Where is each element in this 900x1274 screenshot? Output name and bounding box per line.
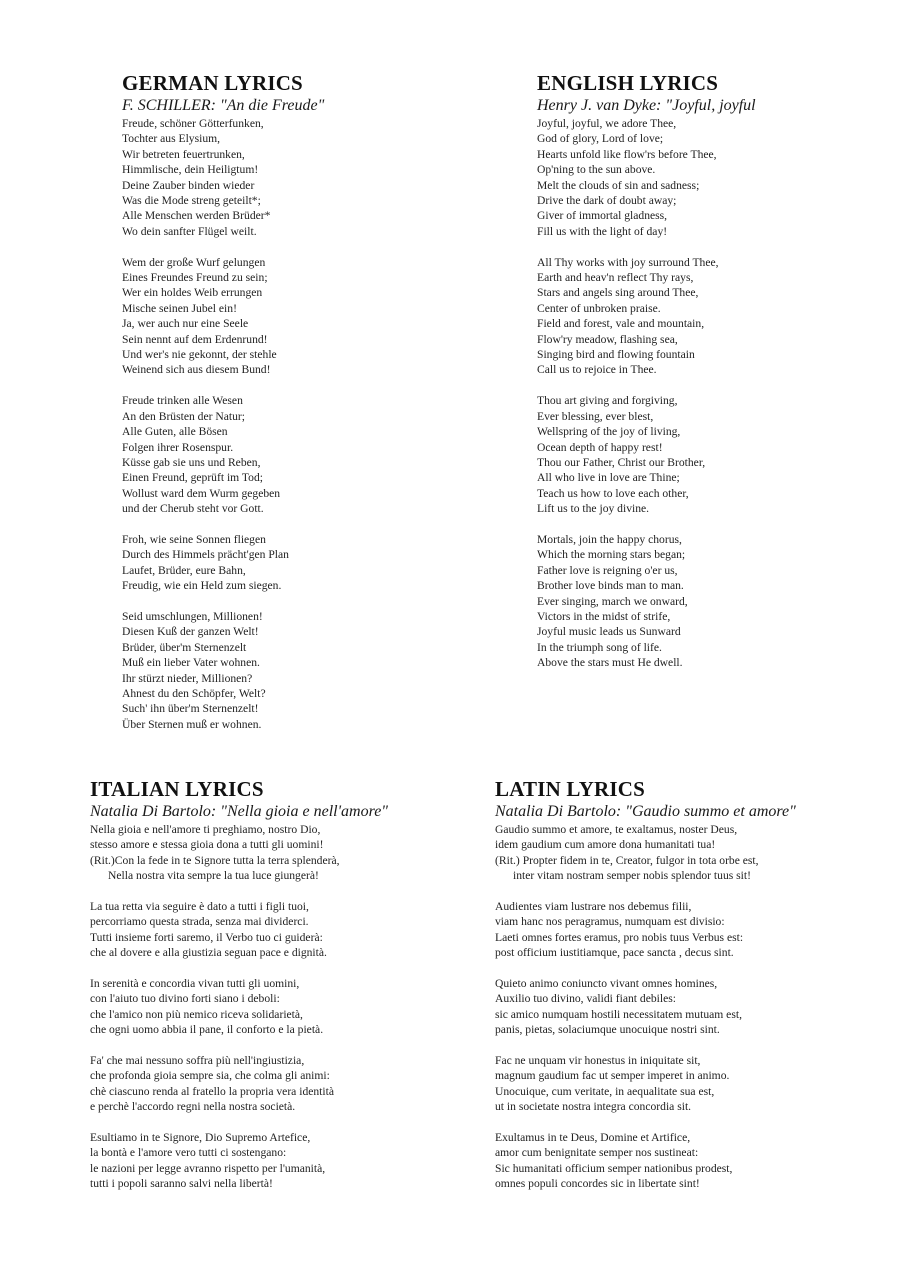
lyric-line: Fill us with the light of day!: [537, 224, 668, 238]
lyric-line: Op'ning to the sun above.: [537, 163, 656, 177]
lyric-line: Lift us to the joy divine.: [537, 502, 650, 516]
section-title: ITALIAN LYRICS: [90, 777, 264, 801]
lyric-line: Weinend sich aus diesem Bund!: [122, 363, 271, 377]
lyric-line: Joyful music leads us Sunward: [537, 625, 681, 639]
lyric-line: Mortals, join the happy chorus,: [537, 532, 682, 546]
lyric-line: Muß ein lieber Vater wohnen.: [122, 656, 260, 670]
lyric-line: Thou our Father, Christ our Brother,: [537, 455, 706, 469]
lyric-line: Wer ein holdes Weib errungen: [122, 286, 263, 300]
lyric-line: con l'aiuto tuo divino forti siano i deboli:: [90, 992, 280, 1006]
lyric-line: Hearts unfold like flow'rs before Thee,: [537, 147, 717, 161]
lyric-line: Auxilio tuo divino, validi fiant debiles:: [495, 992, 676, 1006]
lyric-line: In serenità e concordia vivan tutti gli uomini,: [90, 977, 300, 991]
lyric-line: Wir betreten feuertrunken,: [122, 147, 245, 161]
lyric-line: le nazioni per legge avranno rispetto per l'umanità,: [90, 1161, 326, 1175]
lyric-line: Freude trinken alle Wesen: [122, 394, 243, 408]
lyric-line: Gaudio summo et amore, te exaltamus, noster Deus,: [495, 823, 738, 836]
lyric-line: che l'amico non più nemico riceva solidarietà,: [90, 1007, 303, 1021]
lyric-line: Brother love binds man to man.: [537, 579, 684, 593]
verse: [495, 976, 890, 1038]
lyric-line: (Rit.)Con la fede in te Signore tutta la terra splenderà,: [90, 853, 340, 867]
verse: [122, 255, 462, 378]
lyric-line: Über Sternen muß er wohnen.: [122, 717, 262, 731]
lyric-line: Melt the clouds of sin and sadness;: [537, 178, 700, 192]
lyric-line: Victors in the midst of strife,: [537, 609, 671, 623]
verse: [537, 393, 867, 516]
lyric-line: Ja, wer auch nur eine Seele: [122, 317, 249, 331]
lyric-line: Earth and heav'n reflect Thy rays,: [537, 271, 694, 285]
lyric-line: La tua retta via seguire è dato a tutti i figli tuoi,: [90, 900, 309, 914]
lyric-line: stesso amore e stessa gioia dona a tutti gli uomini!: [90, 838, 324, 852]
lyric-line: che ogni uomo abbia il pane, il conforto e la pietà.: [90, 1023, 324, 1037]
lyric-line: Exultamus in te Deus, Domine et Artifice,: [495, 1131, 691, 1145]
lyric-line: Nella gioia e nell'amore ti preghiamo, nostro Dio,: [90, 823, 321, 836]
lyric-line: Tutti insieme forti saremo, il Verbo tuo ci guiderà:: [90, 930, 323, 944]
verses-container: [122, 116, 462, 732]
lyric-line: sic amico numquam hostili necessitatem mutuam est,: [495, 1007, 742, 1021]
lyric-line: An den Brüsten der Natur;: [122, 409, 245, 423]
verse: [122, 116, 462, 239]
lyric-line: All who live in love are Thine;: [537, 471, 680, 485]
lyric-line: Flow'ry meadow, flashing sea,: [537, 332, 678, 346]
section-subtitle: Natalia Di Bartolo: "Nella gioia e nell'amore": [90, 803, 389, 820]
lyric-line: Stars and angels sing around Thee,: [537, 286, 699, 300]
lyric-line: Mische seinen Jubel ein!: [122, 301, 237, 315]
verses-container: [495, 822, 890, 1192]
lyric-line: ut in societate nostra integra concordia sit.: [495, 1100, 692, 1114]
lyric-line: Durch des Himmels prächt'gen Plan: [122, 548, 289, 562]
lyric-line: la bontà e l'amore vero tutti ci sostengano:: [90, 1146, 287, 1160]
verse: [537, 532, 867, 671]
lyric-line: und der Cherub steht vor Gott.: [122, 502, 264, 516]
lyric-line: Küsse gab sie uns und Reben,: [122, 455, 261, 469]
verse: [495, 822, 890, 884]
lyric-line: Brüder, über'm Sternenzelt: [122, 640, 247, 654]
lyric-line: Such' ihn über'm Sternenzelt!: [122, 702, 259, 716]
lyric-line: amor cum benignitate semper nos sustineat:: [495, 1146, 699, 1160]
section-title: ENGLISH LYRICS: [537, 71, 719, 95]
lyric-line: percorriamo questa strada, senza mai dividerci.: [90, 915, 309, 929]
lyric-line: Singing bird and flowing fountain: [537, 348, 695, 362]
lyric-line: Field and forest, vale and mountain,: [537, 317, 705, 331]
lyric-line: Fa' che mai nessuno soffra più nell'ingiustizia,: [90, 1054, 305, 1068]
verse: [90, 899, 470, 961]
lyric-line: Wem der große Wurf gelungen: [122, 255, 266, 269]
verse: [495, 1130, 890, 1192]
lyric-line: Folgen ihrer Rosenspur.: [122, 440, 234, 454]
verse: [537, 255, 867, 378]
lyric-line: Ihr stürzt nieder, Millionen?: [122, 671, 253, 685]
lyric-line: Quieto animo coniuncto vivant omnes homines,: [495, 977, 718, 991]
lyric-line: Alle Guten, alle Bösen: [122, 425, 228, 439]
lyric-line: Tochter aus Elysium,: [122, 132, 221, 146]
section-title: LATIN LYRICS: [495, 777, 646, 801]
lyric-line: Wollust ward dem Wurm gegeben: [122, 486, 281, 500]
section-subtitle: Natalia Di Bartolo: "Gaudio summo et amore": [495, 803, 796, 820]
verse: [495, 899, 890, 961]
lyric-line: viam hanc nos peragramus, numquam est divisio:: [495, 915, 725, 929]
verse: [122, 393, 462, 516]
lyric-line: Which the morning stars began;: [537, 548, 686, 562]
lyric-line: Nella nostra vita sempre la tua luce giungerà!: [108, 869, 319, 883]
lyric-line: Deine Zauber binden wieder: [122, 178, 255, 192]
lyric-line: Himmlische, dein Heiligtum!: [122, 163, 259, 177]
verses-container: [90, 822, 470, 1192]
section-subtitle: Henry J. van Dyke: "Joyful, joyful: [537, 97, 756, 114]
verse: [90, 976, 470, 1038]
lyric-line: Audientes viam lustrare nos debemus filii,: [495, 900, 692, 914]
lyric-line: panis, pietas, solaciumque unocuique nostri sint.: [495, 1023, 720, 1037]
verses-container: [537, 116, 867, 671]
german-lyrics-section: [122, 70, 462, 748]
verse: [495, 1053, 890, 1115]
lyric-line: tutti i popoli saranno salvi nella libertà!: [90, 1177, 273, 1191]
lyric-line: Diesen Kuß der ganzen Welt!: [122, 625, 259, 639]
verse: [90, 1130, 470, 1192]
lyric-line: In the triumph song of life.: [537, 640, 662, 654]
lyric-line: post officium iustitiamque, pace sancta , decus sint.: [495, 946, 734, 960]
verse: [537, 116, 867, 239]
lyric-line: Laeti omnes fortes eramus, pro nobis tuus Verbus est:: [495, 930, 744, 944]
lyric-line: Thou art giving and forgiving,: [537, 394, 678, 408]
lyric-line: chè ciascuno renda al fratello la propria vera identità: [90, 1084, 334, 1098]
lyric-line: All Thy works with joy surround Thee,: [537, 255, 719, 269]
lyric-line: Eines Freundes Freund zu sein;: [122, 271, 268, 285]
lyric-line: Ever singing, march we onward,: [537, 594, 688, 608]
english-lyrics-section: [537, 70, 867, 686]
lyric-line: che al dovere e alla giustizia seguan pace e dignità.: [90, 946, 327, 960]
lyric-line: Einen Freund, geprüft im Tod;: [122, 471, 263, 485]
lyric-line: Fac ne unquam vir honestus in iniquitate sit,: [495, 1054, 701, 1068]
lyric-line: e perchè l'accordo regni nella nostra società.: [90, 1100, 296, 1114]
lyric-line: Wo dein sanfter Flügel weilt.: [122, 224, 257, 238]
lyric-line: Ahnest du den Schöpfer, Welt?: [122, 686, 266, 700]
lyric-line: Teach us how to love each other,: [537, 486, 689, 500]
lyric-line: Ever blessing, ever blest,: [537, 409, 654, 423]
lyric-line: Ocean depth of happy rest!: [537, 440, 663, 454]
lyric-line: magnum gaudium fac ut semper imperet in animo.: [495, 1069, 730, 1083]
lyric-line: Father love is reigning o'er us,: [537, 563, 678, 577]
lyric-line: Alle Menschen werden Brüder*: [122, 209, 271, 223]
lyric-line: Center of unbroken praise.: [537, 301, 661, 315]
lyric-line: Giver of immortal gladness,: [537, 209, 668, 223]
lyric-line: Sein nennt auf dem Erdenrund!: [122, 332, 268, 346]
italian-lyrics-section: [90, 776, 470, 1207]
lyric-line: Sic humanitati officium semper nationibus prodest,: [495, 1161, 733, 1175]
lyric-line: omnes populi concordes sic in libertate sint!: [495, 1177, 700, 1191]
lyric-line: inter vitam nostram semper nobis splendor tuus sit!: [513, 869, 751, 883]
lyric-line: Drive the dark of doubt away;: [537, 194, 677, 208]
verse: [90, 822, 470, 884]
lyric-line: Seid umschlungen, Millionen!: [122, 609, 263, 623]
verse: [122, 532, 462, 594]
lyric-line: Wellspring of the joy of living,: [537, 425, 681, 439]
lyric-line: (Rit.) Propter fidem in te, Creator, fulgor in tota orbe est,: [495, 853, 759, 867]
lyric-line: Above the stars must He dwell.: [537, 656, 683, 670]
verse: [90, 1053, 470, 1115]
lyric-line: God of glory, Lord of love;: [537, 132, 664, 146]
lyric-line: Unocuique, cum veritate, in aequalitate sua est,: [495, 1084, 715, 1098]
verse: [122, 609, 462, 732]
lyric-line: Joyful, joyful, we adore Thee,: [537, 117, 677, 130]
lyric-line: Freude, schöner Götterfunken,: [122, 117, 264, 130]
section-subtitle: F. SCHILLER: "An die Freude": [122, 97, 325, 114]
lyric-line: Esultiamo in te Signore, Dio Supremo Artefice,: [90, 1131, 311, 1145]
lyric-line: che profonda gioia sempre sia, che colma gli animi:: [90, 1069, 330, 1083]
lyric-line: Freudig, wie ein Held zum siegen.: [122, 579, 282, 593]
lyric-line: Froh, wie seine Sonnen fliegen: [122, 532, 266, 546]
lyric-line: Was die Mode streng geteilt*;: [122, 194, 261, 208]
lyric-line: Und wer's nie gekonnt, der stehle: [122, 348, 277, 362]
section-title: GERMAN LYRICS: [122, 71, 303, 95]
lyric-line: Call us to rejoice in Thee.: [537, 363, 657, 377]
lyric-line: idem gaudium cum amore dona humanitati tua!: [495, 838, 716, 852]
lyric-line: Laufet, Brüder, eure Bahn,: [122, 563, 246, 577]
latin-lyrics-section: [495, 776, 890, 1207]
